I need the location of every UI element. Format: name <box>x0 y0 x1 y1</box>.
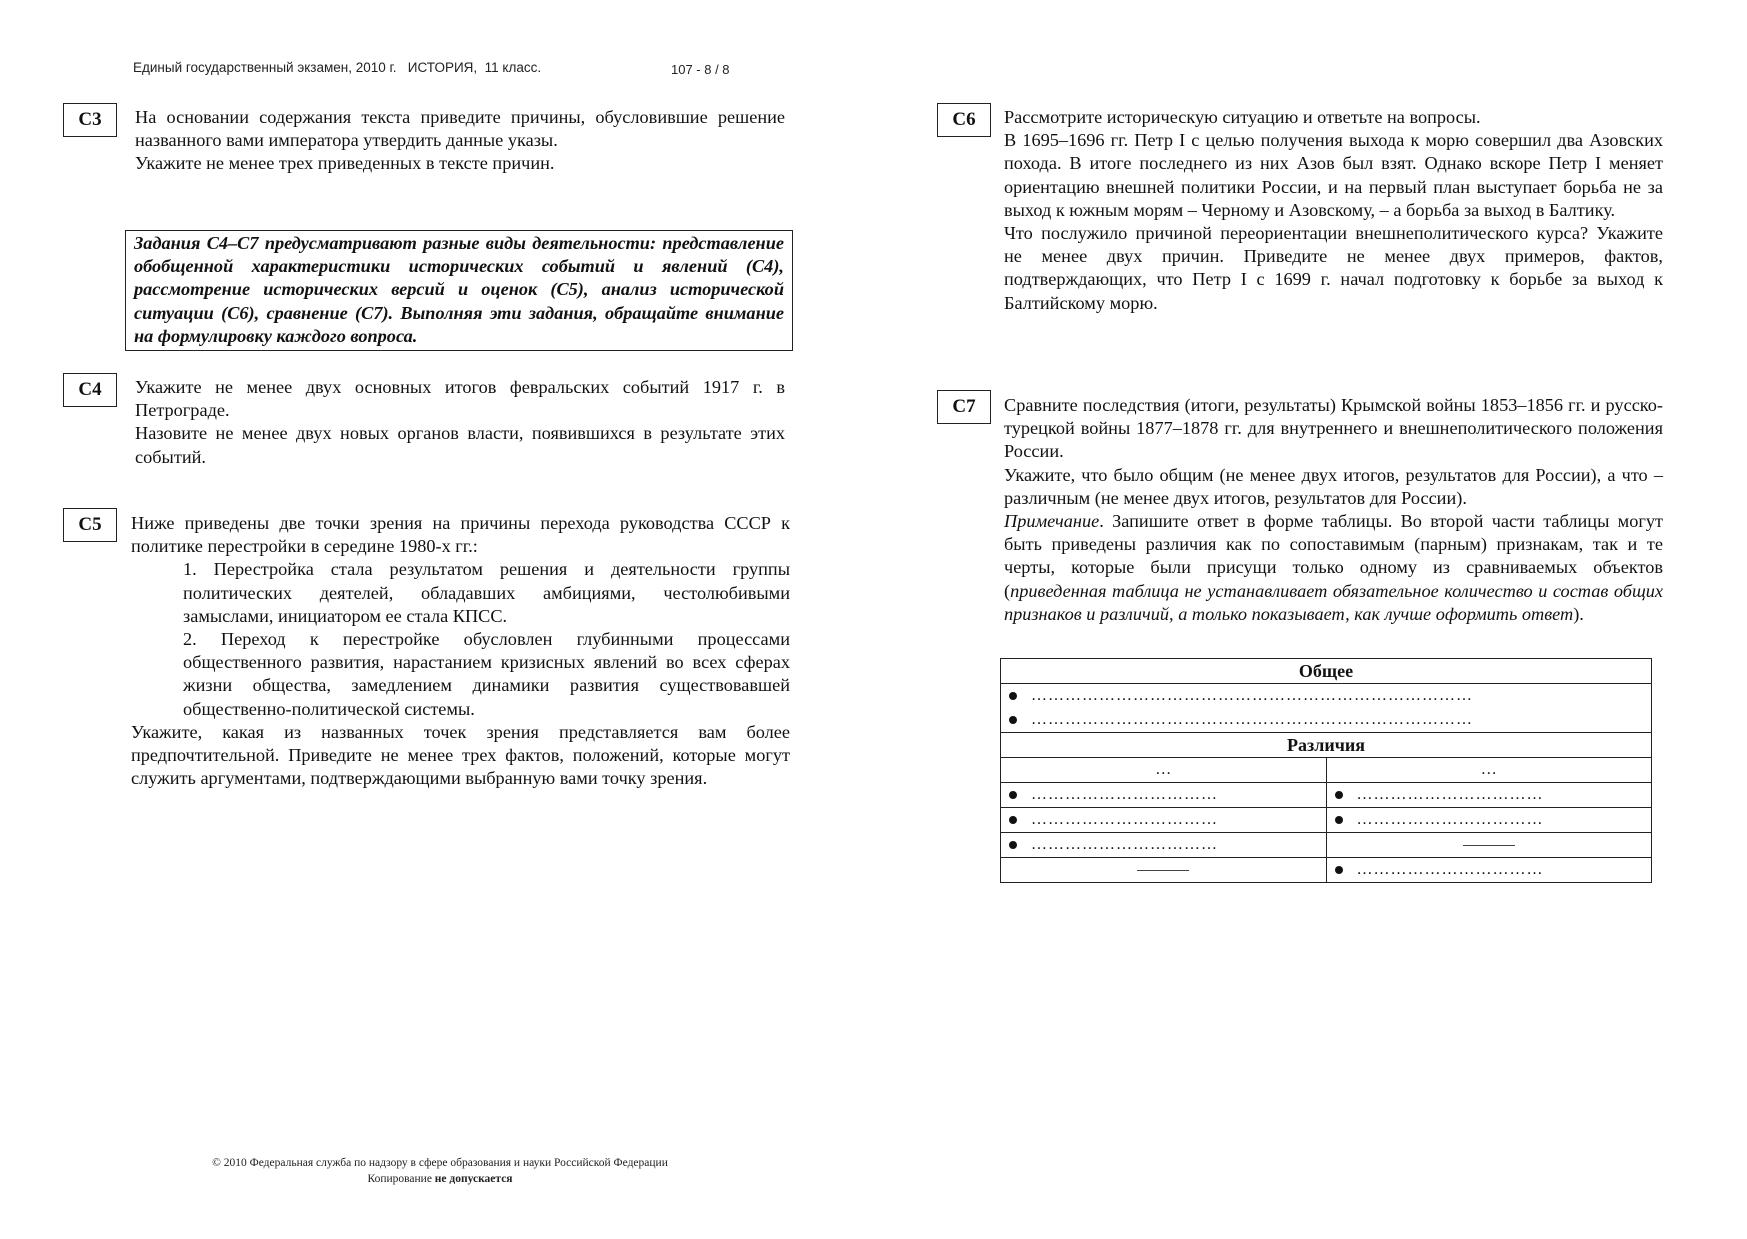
table-row <box>1001 733 1652 758</box>
page-header <box>133 60 730 77</box>
header-grade: 11 класс. <box>484 60 542 75</box>
table-cell: …………………………………………………………………… <box>1001 684 1652 709</box>
task-c3-line: На основании содержания текста приведите причины, обусловившие решение названного вами императора утвердить данные указы. <box>135 107 785 151</box>
table-row <box>1001 808 1652 833</box>
table-row <box>1001 858 1652 883</box>
note-label: Примечание <box>1004 511 1100 532</box>
task-c7-note: Примечание. Запишите ответ в форме таблицы. Во второй части таблицы могут быть приведены различия как по сопоставимым (парным) признакам, так и те черты, которые были присущи только одному из сравниваемых объектов (приведенная таблица не устанавливает обязательное количество и состав общих признаков и различий, а только показывает, как лучше оформить ответ). <box>1004 511 1663 624</box>
task-c4-text <box>135 376 785 469</box>
table-row <box>1001 833 1652 858</box>
table-cell: …………………………… <box>1326 858 1652 883</box>
table-cell: …………………………… <box>1001 783 1327 808</box>
table-cell <box>1001 858 1327 883</box>
task-c5-view-2: 2. Переход к перестройке обусловлен глубинными процессами общественного развития, нарастанием кризисных явлений во всех сферах жизни общества, замедлением динамики развития существовавшей общественно-политической системы. <box>183 629 790 719</box>
comparison-table <box>1000 658 1652 883</box>
task-c5-view-1: 1. Перестройка стала результатом решения и деятельности группы политических деятелей, обладавших амбициями, честолюбивыми замыслами, инициатором ее стала КПСС. <box>183 559 790 626</box>
task-c7-text <box>1004 394 1663 626</box>
bullet-icon <box>1009 841 1017 849</box>
table-cell <box>1326 833 1652 858</box>
task-c4-line: Укажите не менее двух основных итогов февральских событий 1917 г. в Петрограде. <box>135 377 785 421</box>
table-row <box>1001 758 1652 783</box>
header-exam: Единый государственный экзамен, 2010 г. ИСТОРИЯ, 11 класс. <box>133 60 542 75</box>
footer-copy-notice: Копирование не допускается <box>367 1173 513 1185</box>
table-cell: …………………………………………………………………… <box>1001 708 1652 733</box>
table-header-differences: Различия <box>1001 733 1652 758</box>
dash-line <box>1463 845 1515 846</box>
page-footer <box>150 1155 730 1187</box>
header-page-number: 107 - 8 / 8 <box>671 62 730 77</box>
header-subject: ИСТОРИЯ, <box>407 60 478 75</box>
bullet-icon <box>1009 692 1017 700</box>
footer-copyright: © 2010 Федеральная служба по надзору в сфере образования и науки Российской Федерации <box>212 1157 668 1169</box>
bullet-icon <box>1335 866 1343 874</box>
task-c3-text <box>135 106 785 176</box>
task-c7-line-1: Сравните последствия (итоги, результаты) Крымской войны 1853–1856 гг. и русско-турецкой войны 1877–1878 гг. для внутреннего и внешнеполитического положения России. <box>1004 395 1663 462</box>
task-c5-intro: Ниже приведены две точки зрения на причины перехода руководства СССР к политике перестройки в середине 1980-х гг.: <box>131 513 790 557</box>
bullet-icon <box>1009 791 1017 799</box>
task-label-c3: С3 <box>63 103 117 137</box>
table-row <box>1001 659 1652 684</box>
bullet-icon <box>1335 816 1343 824</box>
task-label-c6: С6 <box>937 103 991 137</box>
task-c7-line-2: Укажите, что было общим (не менее двух итогов, результатов для России), а что – различным (не менее двух итогов, результатов для России). <box>1004 464 1663 508</box>
task-label-c5: С5 <box>63 508 117 542</box>
bullet-icon <box>1335 791 1343 799</box>
task-label-c7: С7 <box>937 390 991 424</box>
table-header-common: Общее <box>1001 659 1652 684</box>
bullet-icon <box>1009 816 1017 824</box>
instruction-box <box>125 230 793 351</box>
dash-line <box>1137 870 1189 871</box>
task-c6-text <box>1004 106 1663 315</box>
task-c4-line: Назовите не менее двух новых органов власти, появившихся в результате этих событий. <box>135 423 785 467</box>
table-cell: …………………………… <box>1326 783 1652 808</box>
bullet-icon <box>1009 716 1017 724</box>
table-cell: … <box>1326 758 1652 783</box>
task-c6-line: Рассмотрите историческую ситуацию и ответьте на вопросы. <box>1004 107 1481 127</box>
table-cell: … <box>1001 758 1327 783</box>
table-cell: …………………………… <box>1326 808 1652 833</box>
task-c3-line: Укажите не менее трех приведенных в тексте причин. <box>135 153 555 174</box>
table-cell: …………………………… <box>1001 808 1327 833</box>
table-cell: …………………………… <box>1001 833 1327 858</box>
instruction-text: Задания С4–С7 предусматривают разные виды деятельности: представление обобщенной характеристики исторических событий и явлений (С4), рассмотрение исторических версий и оценок (С5), анализ исторической ситуации (С6), сравнение (С7). Выполняя эти задания, обращайте внимание на формулировку каждого вопроса. <box>134 233 784 346</box>
task-c5-task: Укажите, какая из названных точек зрения представляется вам более предпочтительной. Приведите не менее трех фактов, положений, которые могут служить аргументами, подтверждающими выбранную вами точку зрения. <box>131 721 790 789</box>
task-c6-line: В 1695–1696 гг. Петр I с целью получения выхода к морю совершил два Азовских похода. В итоге последнего из них Азов был взят. Однако вскоре Петр I меняет ориентацию внешней политики России, и на первый план выступает борьба не за выход к южным морям – Черному и Азовскому, – а борьба за выход в Балтику. <box>1004 130 1663 220</box>
task-c5-text <box>131 512 790 790</box>
table-row <box>1001 783 1652 808</box>
table-row <box>1001 684 1652 709</box>
task-label-c4: С4 <box>63 373 117 407</box>
table-row <box>1001 708 1652 733</box>
task-c6-line: Что послужило причиной переориентации внешнеполитического курса? Укажите не менее двух причин. Приведите не менее двух примеров, фактов, подтверждающих, что Петр I с 1699 г. начал подготовку к борьбе за выход к Балтийскому морю. <box>1004 223 1663 313</box>
